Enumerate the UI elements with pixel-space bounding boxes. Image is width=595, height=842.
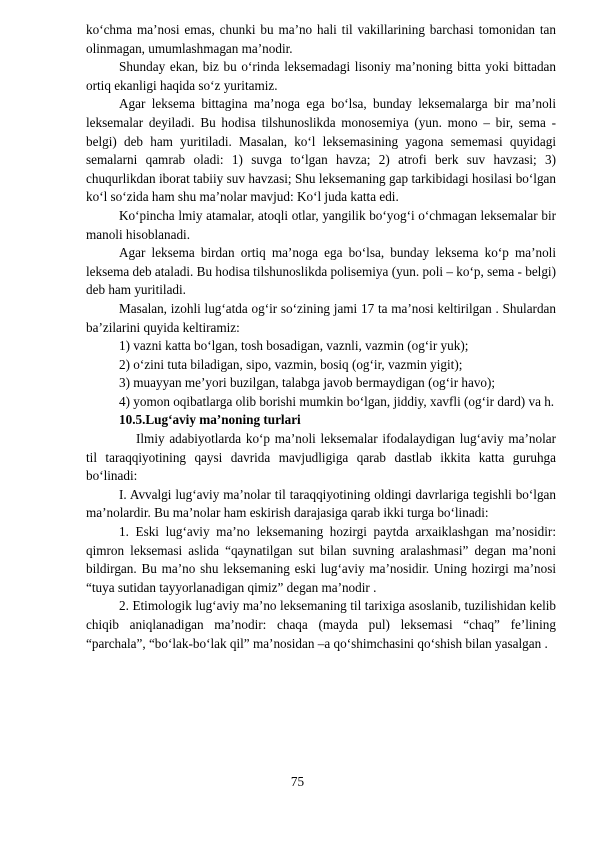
paragraph: Ilmiy adabiyotlarda ko‘p ma’noli leksemalar ifodalaydigan lug‘aviy ma’nolar til taraqqiyotining qaysi davrida mavjudligiga qarab dastlab ikkita katta guruhga bo‘linadi: <box>86 431 556 484</box>
list-item: 1) vazni katta bo‘lgan, tosh bosadigan, vaznli, vazmin (og‘ir yuk); <box>119 338 469 354</box>
list-item: 4) yomon oqibatlarga olib borishi mumkin bo‘lgan, jiddiy, xavfli (og‘ir dard) va h. <box>119 393 555 409</box>
paragraph: Masalan, izohli lug‘atda og‘ir so‘zining jami 17 ta ma’nosi keltirilgan . Shulardan ba’zilarini quyida keltiramiz: <box>86 300 556 335</box>
paragraph: Agar leksema bittagina ma’noga ega bo‘lsa, bunday leksemalarga bir ma’noli leksemalar deyiladi. Bu hodisa tilshunoslikda monosemiya (yun. mono – bir, sema - belgi) deb ham yuritiladi. Masalan, ko‘l leksemasining yagona sememasi quyidagi semalarni qamrab oladi: 1) suvga to‘lgan havza; 2) atrofi berk suv havzasi; 3) chuqurlikdan iborat tabiiy suv havzasi; Shu leksemaning gap tarkibidagi hosilasi bo‘lgan ko‘l so‘zida ham shu ma’nolar mavjud: Ko‘l juda katta edi. <box>86 96 556 205</box>
list-item: 2) o‘zini tuta biladigan, sipo, vazmin, bosiq (og‘ir, vazmin yigit); <box>119 356 463 372</box>
paragraph: 1. Eski lug‘aviy ma’no leksemaning hozirgi paytda arxaiklashgan ma’nosidir: qimron leksemasi aslida “qaynatilgan sut bilan suvning aralashmasi” degan ma’noni bildirgan. Bu ma’no shu leksemaning eski lug‘aviy ma’nosidir. Uning hozirgi ma’nosi “tuya sutidan tayyorlanadigan qimiz” degan ma’nodir . <box>86 524 556 595</box>
paragraph: ko‘chma ma’nosi emas, chunki bu ma’no hali til vakillarining barchasi tomonidan tan olinmagan, umumlashmagan ma’nodir. <box>86 22 556 56</box>
page-number: 75 <box>290 774 305 789</box>
list-item: 3) muayyan me’yori buzilgan, talabga javob bermaydigan (og‘ir havo); <box>119 375 496 391</box>
section-heading: 10.5.Lug‘aviy ma’noning turlari <box>119 412 301 428</box>
paragraph: 2. Etimologik lug‘aviy ma’no leksemaning til tarixiga asoslanib, tuzilishidan kelib chiqib aniqlanadigan ma’nodir: chaqa (mayda pul) leksemasi “chaq” fe’lining “parchala”, “bo‘lak-bo‘lak qil” ma’nosidan –a qo‘shimchasini qo‘shish bilan yasalgan . <box>86 598 556 651</box>
paragraph: Ko‘pincha lmiy atamalar, atoqli otlar, yangilik bo‘yog‘i o‘chmagan leksemalar bir manoli hisoblanadi. <box>86 207 556 242</box>
paragraph: I. Avvalgi lug‘aviy ma’nolar til taraqqiyotining oldingi davrlariga tegishli bo‘lgan ma’nolardir. Bu ma’nolar ham eskirish darajasiga qarab ikki turga bo‘linadi: <box>86 486 556 521</box>
paragraph: Agar leksema birdan ortiq ma’noga ega bo‘lsa, bunday leksema ko‘p ma’noli leksema deb ataladi. Bu hodisa tilshunoslikda polisemiya (yun. poli – ko‘p, sema - belgi) deb ham yuritiladi. <box>86 245 556 298</box>
document-page <box>86 21 556 653</box>
paragraph: Shunday ekan, biz bu o‘rinda leksemadagi lisoniy ma’noning bitta yoki bittadan ortiq ekanligi haqida so‘z yuritamiz. <box>86 59 556 93</box>
